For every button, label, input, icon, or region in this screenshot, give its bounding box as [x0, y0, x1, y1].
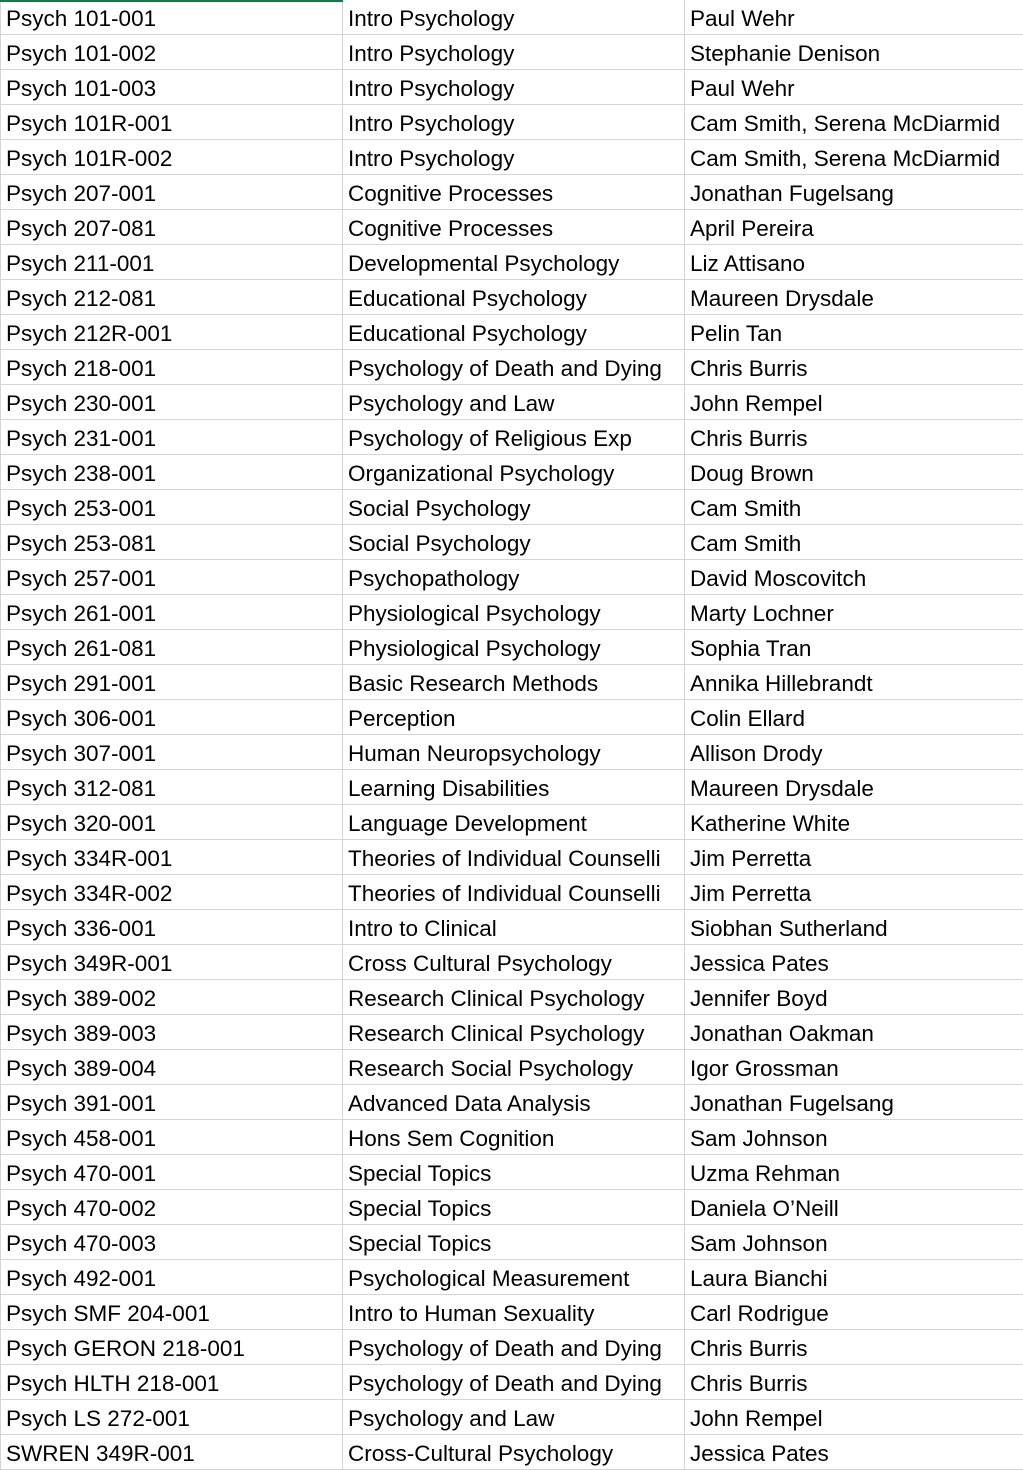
instructor-cell[interactable]: Chris Burris — [690, 1371, 808, 1396]
course-title-cell[interactable]: Perception — [343, 700, 685, 734]
instructor-cell[interactable]: Liz Attisano — [690, 251, 806, 276]
instructor-cell[interactable]: John Rempel — [690, 391, 823, 416]
table-row — [0, 1435, 1023, 1470]
table-row — [0, 840, 1023, 875]
course-code-cell[interactable]: SWREN 349R-001 — [0, 1435, 343, 1469]
instructor-cell[interactable]: Cam Smith — [690, 531, 802, 556]
table-row — [0, 665, 1023, 700]
course-code-cell[interactable]: Psych 207-081 — [0, 210, 343, 244]
course-title-cell[interactable]: Developmental Psychology — [343, 245, 685, 279]
course-title-cell[interactable]: Educational Psychology — [343, 315, 685, 349]
instructor-cell[interactable]: Jonathan Oakman — [690, 1021, 874, 1046]
table-row — [0, 945, 1023, 980]
course-title-cell[interactable]: Cross-Cultural Psychology — [343, 1435, 685, 1469]
instructor-cell[interactable]: Uzma Rehman — [690, 1161, 841, 1186]
course-title-cell[interactable]: Psychology of Religious Exp — [343, 420, 685, 454]
table-row — [0, 805, 1023, 840]
course-code-cell[interactable]: Psych 101R-002 — [0, 140, 343, 174]
instructor-cell[interactable]: David Moscovitch — [690, 566, 867, 591]
course-title-cell[interactable]: Intro to Human Sexuality — [343, 1295, 685, 1329]
course-title-cell[interactable]: Theories of Individual Counselli — [343, 875, 685, 909]
course-code-cell[interactable]: Psych 238-001 — [0, 455, 343, 489]
course-title-cell[interactable]: Intro Psychology — [343, 70, 685, 104]
course-code-cell[interactable]: Psych 389-002 — [0, 980, 343, 1014]
instructor-cell[interactable]: Cam Smith, Serena McDiarmid — [690, 146, 1001, 171]
table-row — [0, 70, 1023, 105]
course-title-cell[interactable]: Psychology of Death and Dying — [343, 1330, 685, 1364]
table-row — [0, 1330, 1023, 1365]
instructor-cell[interactable]: April Pereira — [690, 216, 814, 241]
instructor-cell[interactable]: Sam Johnson — [690, 1231, 828, 1256]
instructor-cell[interactable]: Igor Grossman — [690, 1056, 839, 1081]
selected-cell-indicator — [0, 0, 343, 2]
table-row — [0, 1400, 1023, 1435]
course-code-cell[interactable]: Psych HLTH 218-001 — [0, 1365, 343, 1399]
course-title-cell[interactable]: Special Topics — [343, 1155, 685, 1189]
course-code-cell[interactable]: Psych 470-001 — [0, 1155, 343, 1189]
course-title-cell[interactable]: Physiological Psychology — [343, 595, 685, 629]
instructor-cell[interactable]: Jennifer Boyd — [690, 986, 828, 1011]
instructor-cell[interactable]: Paul Wehr — [690, 6, 795, 31]
course-title-cell[interactable]: Physiological Psychology — [343, 630, 685, 664]
course-title-cell[interactable]: Social Psychology — [343, 490, 685, 524]
course-title-cell[interactable]: Cognitive Processes — [343, 210, 685, 244]
instructor-cell[interactable]: Katherine White — [690, 811, 851, 836]
course-title-cell[interactable]: Cognitive Processes — [343, 175, 685, 209]
table-row — [0, 175, 1023, 210]
course-code-cell[interactable]: Psych 231-001 — [0, 420, 343, 454]
instructor-cell[interactable]: Jonathan Fugelsang — [690, 1091, 894, 1116]
table-row — [0, 1225, 1023, 1260]
course-code-cell[interactable]: Psych 334R-002 — [0, 875, 343, 909]
course-code-cell[interactable]: Psych 470-002 — [0, 1190, 343, 1224]
instructor-cell[interactable]: John Rempel — [690, 1406, 823, 1431]
instructor-cell[interactable]: Allison Drody — [690, 741, 823, 766]
instructor-cell[interactable]: Laura Bianchi — [690, 1266, 828, 1291]
course-code-cell[interactable]: Psych 261-001 — [0, 595, 343, 629]
table-row — [0, 875, 1023, 910]
course-code-cell[interactable]: Psych 253-081 — [0, 525, 343, 559]
table-row — [0, 1085, 1023, 1120]
course-title-cell[interactable]: Language Development — [343, 805, 685, 839]
course-title-cell[interactable]: Educational Psychology — [343, 280, 685, 314]
table-row — [0, 280, 1023, 315]
table-row — [0, 1155, 1023, 1190]
course-code-cell[interactable]: Psych 492-001 — [0, 1260, 343, 1294]
instructor-cell[interactable]: Cam Smith — [690, 496, 802, 521]
course-code-cell[interactable]: Psych LS 272-001 — [0, 1400, 343, 1434]
course-title-cell[interactable]: Psychology and Law — [343, 1400, 685, 1434]
course-title-cell[interactable]: Psychology of Death and Dying — [343, 350, 685, 384]
instructor-cell[interactable]: Sam Johnson — [690, 1126, 828, 1151]
course-code-cell[interactable]: Psych 306-001 — [0, 700, 343, 734]
course-code-cell[interactable]: Psych 230-001 — [0, 385, 343, 419]
course-code-cell[interactable]: Psych 307-001 — [0, 735, 343, 769]
instructor-cell[interactable]: Stephanie Denison — [690, 41, 881, 66]
table-row — [0, 350, 1023, 385]
course-title-cell[interactable]: Learning Disabilities — [343, 770, 685, 804]
table-row — [0, 420, 1023, 455]
course-title-cell[interactable]: Psychology of Death and Dying — [343, 1365, 685, 1399]
course-code-cell[interactable]: Psych 470-003 — [0, 1225, 343, 1259]
course-title-cell[interactable]: Intro Psychology — [343, 105, 685, 139]
course-code-cell[interactable]: Psych 101R-001 — [0, 105, 343, 139]
course-code-cell[interactable]: Psych 336-001 — [0, 910, 343, 944]
table-row — [0, 210, 1023, 245]
instructor-cell[interactable]: Jessica Pates — [690, 951, 829, 976]
table-row — [0, 35, 1023, 70]
course-code-cell[interactable]: Psych 389-004 — [0, 1050, 343, 1084]
table-row — [0, 770, 1023, 805]
course-title-cell[interactable]: Research Clinical Psychology — [343, 980, 685, 1014]
course-code-cell[interactable]: Psych 253-001 — [0, 490, 343, 524]
course-code-cell[interactable]: Psych 212R-001 — [0, 315, 343, 349]
course-code-cell[interactable]: Psych 101-001 — [0, 0, 343, 34]
instructor-cell[interactable]: Chris Burris — [690, 356, 808, 381]
course-title-cell[interactable]: Human Neuropsychology — [343, 735, 685, 769]
instructor-cell[interactable]: Jonathan Fugelsang — [690, 181, 894, 206]
course-code-cell[interactable]: Psych 291-001 — [0, 665, 343, 699]
table-row — [0, 1260, 1023, 1295]
instructor-cell[interactable]: Maureen Drysdale — [690, 286, 874, 311]
course-title-cell[interactable]: Intro to Clinical — [343, 910, 685, 944]
course-title-cell[interactable]: Social Psychology — [343, 525, 685, 559]
course-title-cell[interactable]: Psychological Measurement — [343, 1260, 685, 1294]
course-code-cell[interactable]: Psych 349R-001 — [0, 945, 343, 979]
course-title-cell[interactable]: Psychology and Law — [343, 385, 685, 419]
course-code-cell[interactable]: Psych 207-001 — [0, 175, 343, 209]
course-code-cell[interactable]: Psych 101-002 — [0, 35, 343, 69]
course-code-cell[interactable]: Psych 458-001 — [0, 1120, 343, 1154]
course-code-cell[interactable]: Psych 211-001 — [0, 245, 343, 279]
table-row — [0, 595, 1023, 630]
instructor-cell[interactable]: Paul Wehr — [690, 76, 795, 101]
table-row — [0, 385, 1023, 420]
course-code-cell[interactable]: Psych 212-081 — [0, 280, 343, 314]
table-row — [0, 1190, 1023, 1225]
table-row — [0, 455, 1023, 490]
course-title-cell[interactable]: Hons Sem Cognition — [343, 1120, 685, 1154]
table-row — [0, 910, 1023, 945]
course-title-cell[interactable]: Research Social Psychology — [343, 1050, 685, 1084]
course-title-cell[interactable]: Intro Psychology — [343, 0, 685, 34]
instructor-cell[interactable]: Sophia Tran — [690, 636, 812, 661]
instructor-cell[interactable]: Chris Burris — [690, 426, 808, 451]
table-row — [0, 735, 1023, 770]
course-title-cell[interactable]: Theories of Individual Counselli — [343, 840, 685, 874]
instructor-cell[interactable]: Cam Smith, Serena McDiarmid — [690, 111, 1001, 136]
instructor-cell[interactable]: Marty Lochner — [690, 601, 834, 626]
course-code-cell[interactable]: Psych 312-081 — [0, 770, 343, 804]
course-title-cell[interactable]: Psychopathology — [343, 560, 685, 594]
table-row — [0, 1015, 1023, 1050]
table-row — [0, 315, 1023, 350]
table-row — [0, 980, 1023, 1015]
table-row — [0, 1295, 1023, 1330]
course-title-cell[interactable]: Special Topics — [343, 1225, 685, 1259]
course-code-cell[interactable]: Psych 391-001 — [0, 1085, 343, 1119]
course-code-cell[interactable]: Psych 257-001 — [0, 560, 343, 594]
instructor-cell[interactable]: Daniela O’Neill — [690, 1196, 839, 1221]
table-row — [0, 525, 1023, 560]
table-row — [0, 0, 1023, 35]
course-title-cell[interactable]: Organizational Psychology — [343, 455, 685, 489]
course-title-cell[interactable]: Research Clinical Psychology — [343, 1015, 685, 1049]
course-code-cell[interactable]: Psych 320-001 — [0, 805, 343, 839]
table-row — [0, 490, 1023, 525]
instructor-cell[interactable]: Siobhan Sutherland — [690, 916, 888, 941]
instructor-cell[interactable]: Jim Perretta — [690, 881, 812, 906]
table-row — [0, 245, 1023, 280]
instructor-cell[interactable]: Jim Perretta — [690, 846, 812, 871]
table-row — [0, 700, 1023, 735]
course-title-cell[interactable]: Cross Cultural Psychology — [343, 945, 685, 979]
table-row — [0, 1050, 1023, 1085]
course-title-cell[interactable]: Advanced Data Analysis — [343, 1085, 685, 1119]
table-row — [0, 1365, 1023, 1400]
instructor-cell[interactable]: Maureen Drysdale — [690, 776, 874, 801]
instructor-cell[interactable]: Pelin Tan — [690, 321, 783, 346]
instructor-cell[interactable]: Colin Ellard — [690, 706, 806, 731]
course-code-cell[interactable]: Psych 218-001 — [0, 350, 343, 384]
course-code-cell[interactable]: Psych 389-003 — [0, 1015, 343, 1049]
table-row — [0, 630, 1023, 665]
course-code-cell[interactable]: Psych 334R-001 — [0, 840, 343, 874]
course-title-cell[interactable]: Special Topics — [343, 1190, 685, 1224]
course-code-cell[interactable]: Psych 261-081 — [0, 630, 343, 664]
course-code-cell[interactable]: Psych SMF 204-001 — [0, 1295, 343, 1329]
course-title-cell[interactable]: Intro Psychology — [343, 35, 685, 69]
instructor-cell[interactable]: Chris Burris — [690, 1336, 808, 1361]
instructor-cell[interactable]: Annika Hillebrandt — [690, 671, 873, 696]
table-row — [0, 560, 1023, 595]
instructor-cell[interactable]: Carl Rodrigue — [690, 1301, 829, 1326]
table-row — [0, 105, 1023, 140]
course-code-cell[interactable]: Psych GERON 218-001 — [0, 1330, 343, 1364]
course-code-cell[interactable]: Psych 101-003 — [0, 70, 343, 104]
course-title-cell[interactable]: Basic Research Methods — [343, 665, 685, 699]
instructor-cell[interactable]: Jessica Pates — [690, 1441, 829, 1466]
instructor-cell[interactable]: Doug Brown — [690, 461, 814, 486]
table-row — [0, 1120, 1023, 1155]
table-row — [0, 140, 1023, 175]
course-title-cell[interactable]: Intro Psychology — [343, 140, 685, 174]
